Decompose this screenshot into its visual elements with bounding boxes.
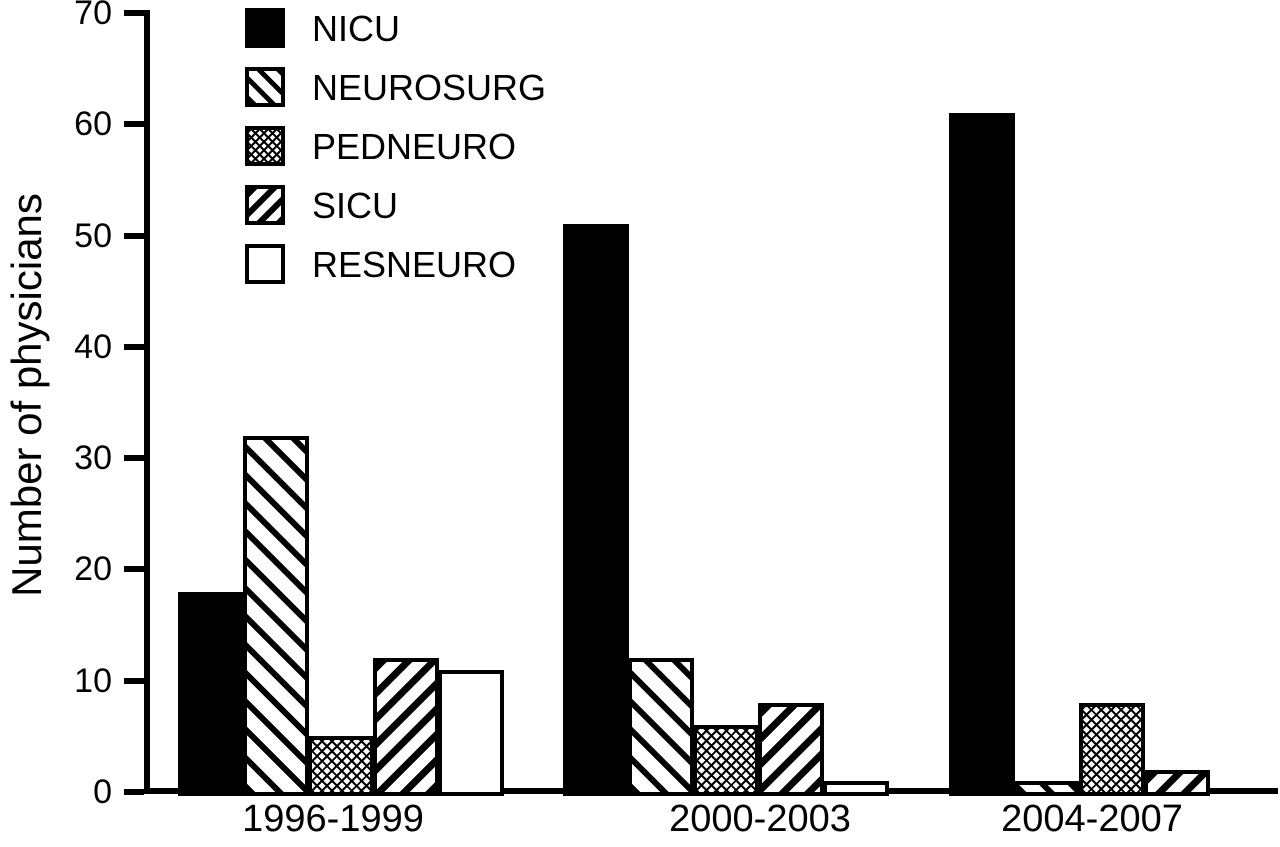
bar-sicu-1996-1999 [373, 658, 439, 796]
bar-sicu-2000-2003 [758, 703, 824, 796]
legend-label-resneuro: RESNEURO [312, 244, 517, 285]
y-axis-tick-70 [124, 10, 144, 16]
legend-swatch-neurosurg-icon [245, 67, 285, 107]
y-axis-tick-label-20: 20 [74, 550, 112, 589]
y-axis-tick-label-0: 0 [93, 773, 112, 811]
x-axis-label-1996-1999: 1996-1999 [242, 798, 424, 840]
legend-swatch-resneuro-icon [245, 244, 285, 284]
y-axis-tick-label-30: 30 [74, 439, 112, 478]
legend-swatch-sicu-icon [245, 185, 285, 225]
y-axis-tick-40 [124, 344, 144, 350]
y-axis-tick-30 [124, 455, 144, 461]
bar-neurosurg-1996-1999 [243, 436, 309, 796]
bar-neurosurg-2000-2003 [628, 658, 694, 796]
y-axis-tick-label-60: 60 [74, 105, 112, 144]
bar-pedneuro-1996-1999 [308, 736, 374, 796]
y-axis-tick-label-10: 10 [74, 661, 112, 700]
y-axis-tick-20 [124, 566, 144, 572]
y-axis-title: Number of physicians [3, 193, 50, 597]
y-axis-tick-label-50: 50 [74, 216, 112, 255]
bar-sicu-2004-2007 [1144, 770, 1210, 796]
legend-label-nicu: NICU [312, 8, 400, 49]
y-axis-tick-label-70: 70 [74, 0, 112, 32]
y-axis-tick-50 [124, 233, 144, 239]
bar-neurosurg-2004-2007 [1014, 781, 1080, 796]
bar-nicu-2000-2003 [563, 224, 629, 796]
legend-label-neurosurg: NEUROSURG [312, 67, 547, 108]
bar-pedneuro-2004-2007 [1079, 703, 1145, 796]
x-axis-label-2000-2003: 2000-2003 [669, 798, 851, 840]
legend-label-pedneuro: PEDNEURO [312, 126, 517, 167]
bar-nicu-2004-2007 [949, 113, 1015, 796]
bar-nicu-1996-1999 [178, 592, 244, 796]
bar-resneuro-2000-2003 [823, 781, 889, 796]
y-axis-line [144, 10, 150, 792]
bar-pedneuro-2000-2003 [693, 725, 759, 796]
legend-swatch-nicu-icon [245, 8, 285, 48]
legend-label-sicu: SICU [312, 185, 399, 226]
bar-resneuro-1996-1999 [438, 670, 504, 796]
y-axis-tick-60 [124, 121, 144, 127]
y-axis-tick-label-40: 40 [74, 327, 112, 366]
legend-swatch-pedneuro-icon [245, 126, 285, 166]
x-axis-label-2004-2007: 2004-2007 [1001, 798, 1183, 840]
y-axis-tick-10 [124, 678, 144, 684]
y-axis-tick-0 [124, 789, 144, 795]
